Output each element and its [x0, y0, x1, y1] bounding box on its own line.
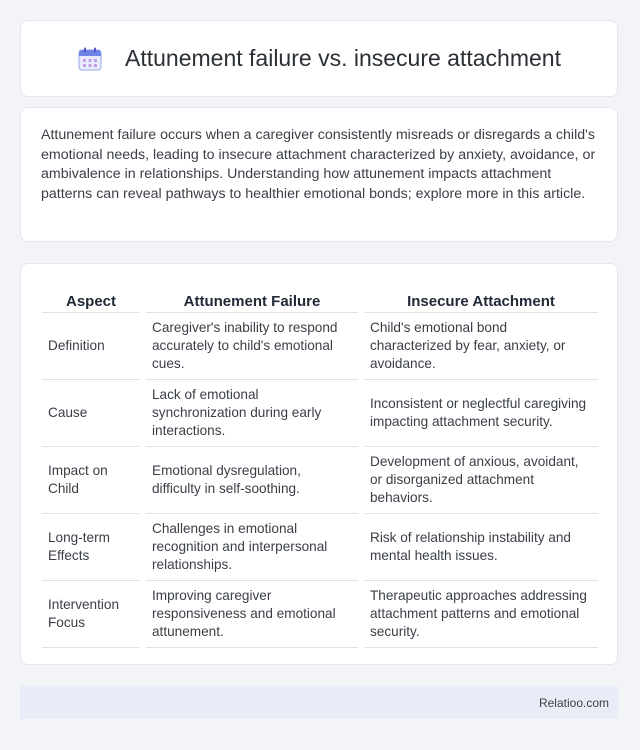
table-header-row	[42, 284, 598, 313]
footer-site-link[interactable]: Relatioo.com	[538, 695, 609, 710]
row-aspect: Long-term Effects	[42, 514, 140, 581]
header-attunement-failure: Attunement Failure	[146, 284, 358, 313]
header-aspect: Aspect	[42, 284, 140, 313]
table-row	[42, 581, 598, 648]
row-aspect: Impact on Child	[42, 447, 140, 514]
footer	[20, 686, 618, 719]
title-card	[20, 20, 618, 97]
comparison-card	[20, 263, 618, 665]
row-attunement-failure: Challenges in emotional recognition and interpersonal relationships.	[146, 514, 358, 581]
row-attunement-failure: Caregiver's inability to respond accurately to child's emotional cues.	[146, 313, 358, 380]
row-attunement-failure: Emotional dysregulation, difficulty in self-soothing.	[146, 447, 358, 514]
intro-card	[20, 107, 618, 242]
row-insecure-attachment: Therapeutic approaches addressing attachment patterns and emotional security.	[364, 581, 598, 648]
row-insecure-attachment: Child's emotional bond characterized by fear, anxiety, or avoidance.	[364, 313, 598, 380]
intro-paragraph: Attunement failure occurs when a caregiver consistently misreads or disregards a child's emotional needs, leading to insecure attachment characterized by anxiety, avoidance, or ambivalence in relationships. Understanding how attunement impacts attachment patterns can reveal pathways to healthier emotional bonds; explore more in this article.	[41, 127, 596, 202]
row-insecure-attachment: Development of anxious, avoidant, or disorganized attachment behaviors.	[364, 447, 598, 514]
row-aspect: Cause	[42, 380, 140, 447]
row-insecure-attachment: Risk of relationship instability and mental health issues.	[364, 514, 598, 581]
table-row	[42, 313, 598, 380]
page-title: Attunement failure vs. insecure attachment	[125, 45, 561, 71]
comparison-table	[42, 284, 598, 648]
row-attunement-failure: Improving caregiver responsiveness and emotional attunement.	[146, 581, 358, 648]
row-attunement-failure: Lack of emotional synchronization during early interactions.	[146, 380, 358, 447]
header-insecure-attachment: Insecure Attachment	[364, 284, 598, 313]
row-aspect: Definition	[42, 313, 140, 380]
row-aspect: Intervention Focus	[42, 581, 140, 648]
calendar-icon	[77, 46, 103, 72]
row-insecure-attachment: Inconsistent or neglectful caregiving impacting attachment security.	[364, 380, 598, 447]
table-row	[42, 447, 598, 514]
table-row	[42, 380, 598, 447]
table-row	[42, 514, 598, 581]
